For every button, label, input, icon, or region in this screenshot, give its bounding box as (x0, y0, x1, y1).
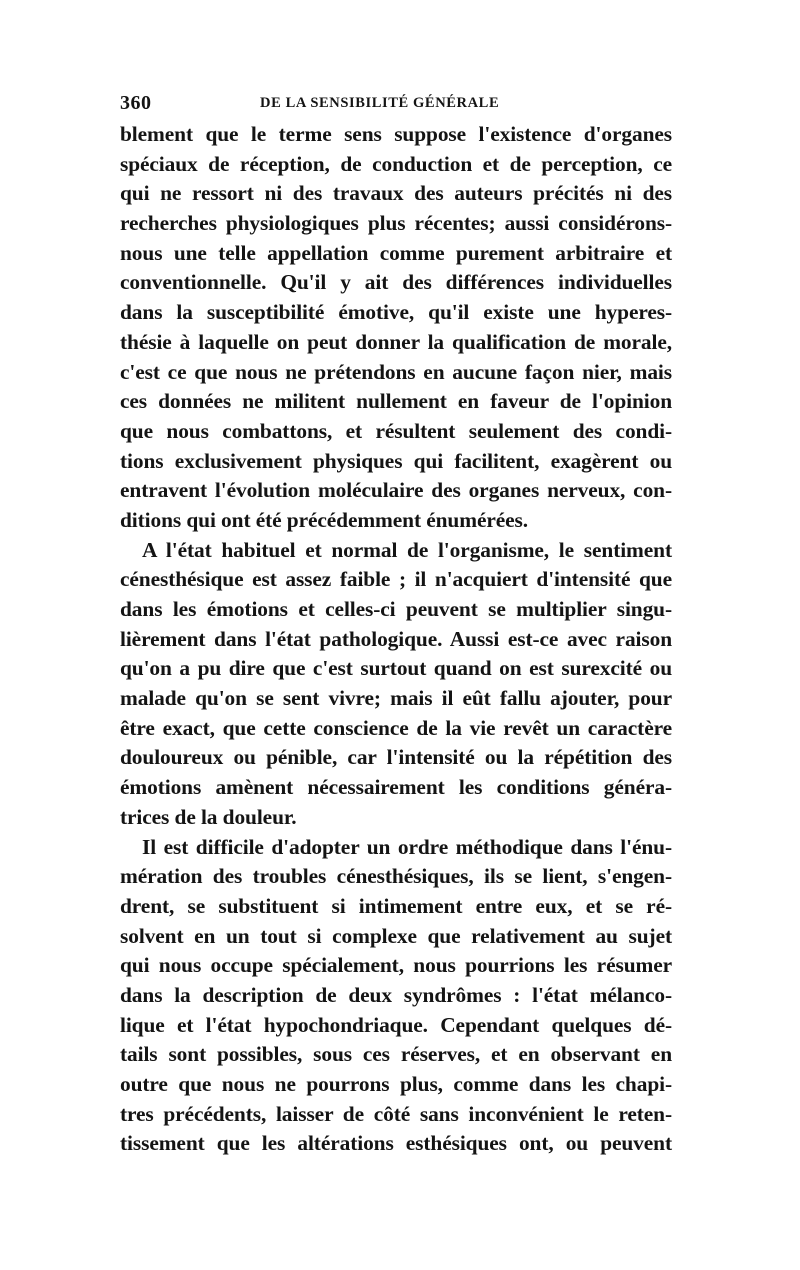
text-line: Il est difficile d'adopter un ordre méthodique dans l'énu- (142, 834, 672, 859)
text-line: dans les émotions et celles-ci peuvent se multiplier singu- (120, 597, 672, 621)
text-line: mération des troubles cénesthésiques, ils se lient, s'engen- (120, 864, 672, 889)
text-line: spéciaux de réception, de conduction et de perception, ce (120, 151, 672, 176)
running-head (120, 92, 672, 120)
book-page (120, 92, 672, 1159)
text-line: dans la susceptibilité émotive, qu'il existe une hyperes- (120, 300, 672, 325)
text-line: nous une telle appellation comme purement arbitraire et (120, 240, 672, 265)
text-line: lièrement dans l'état pathologique. Aussi est-ce avec raison (120, 626, 672, 651)
text-line: lique et l'état hypochondriaque. Cependant quelques dé- (120, 1012, 672, 1037)
text-line: blement que le terme sens suppose l'existence d'organes (120, 122, 672, 146)
text-line: ditions qui ont été précédemment énumérées. (120, 507, 528, 532)
text-line: qui nous occupe spécialement, nous pourrions les résumer (120, 953, 672, 978)
text-line: thésie à laquelle on peut donner la qualification de morale, (120, 329, 672, 354)
text-line: outre que nous ne pourrons plus, comme dans les chapi- (120, 1072, 672, 1096)
text-line: qu'on a pu dire que c'est surtout quand on est surexcité ou (120, 656, 672, 681)
text-line: conventionnelle. Qu'il y ait des différences individuelles (120, 270, 672, 295)
text-line: tails sont possibles, sous ces réserves, et en observant en (120, 1042, 672, 1067)
text-line: c'est ce que nous ne prétendons en aucune façon nier, mais (120, 359, 672, 384)
text-line: malade qu'on se sent vivre; mais il eût fallu ajouter, pour (120, 686, 672, 711)
text-line: tissement que les altérations esthésiques ont, ou peuvent (120, 1131, 672, 1156)
page-number: 360 (120, 92, 152, 114)
text-line: que nous combattons, et résultent seulement des condi- (120, 418, 672, 443)
body-text (120, 120, 672, 1159)
text-line: trices de la douleur. (120, 804, 297, 829)
running-title: DE LA SENSIBILITÉ GÉNÉRALE (260, 95, 500, 111)
text-line: ces données ne militent nullement en faveur de l'opinion (120, 389, 672, 414)
text-line: A l'état habituel et normal de l'organisme, le sentiment (142, 537, 672, 562)
text-line: émotions amènent nécessairement les conditions généra- (120, 775, 672, 800)
text-line: tions exclusivement physiques qui facilitent, exagèrent ou (120, 448, 672, 473)
text-line: drent, se substituent si intimement entre eux, et se ré- (120, 893, 672, 918)
text-line: solvent en un tout si complexe que relativement au sujet (120, 923, 672, 948)
text-line: qui ne ressort ni des travaux des auteurs précités ni des (120, 181, 672, 206)
text-line: cénesthésique est assez faible ; il n'acquiert d'intensité que (120, 567, 672, 592)
text-line: tres précédents, laisser de côté sans inconvénient le reten- (120, 1101, 672, 1126)
text-line: recherches physiologiques plus récentes; aussi considérons- (120, 211, 672, 236)
text-line: entravent l'évolution moléculaire des organes nerveux, con- (120, 478, 672, 503)
text-line: être exact, que cette conscience de la vie revêt un caractère (120, 715, 672, 740)
text-line: douloureux ou pénible, car l'intensité ou la répétition des (120, 745, 672, 770)
text-line: dans la description de deux syndrômes : l'état mélanco- (120, 982, 672, 1007)
